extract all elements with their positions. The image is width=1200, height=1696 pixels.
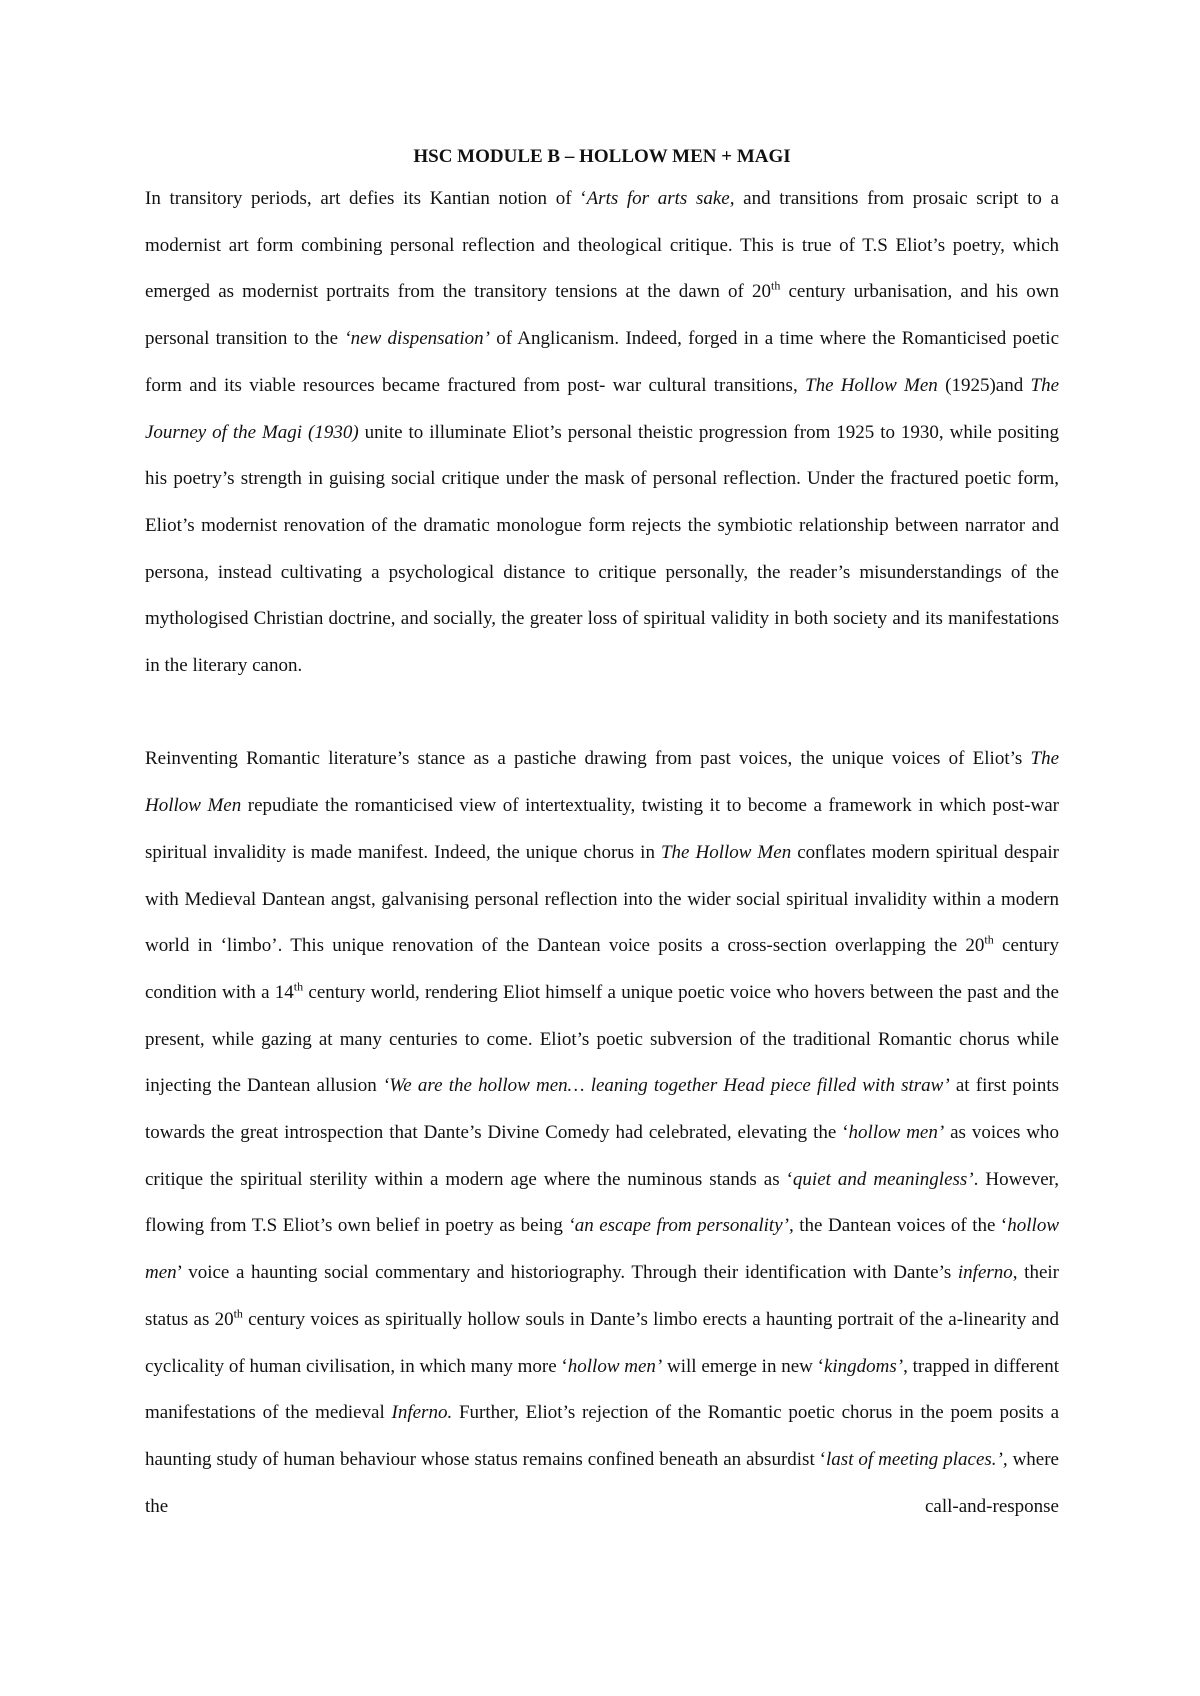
text-run: unite to illuminate Eliot’s personal theistic progression from 1925 to 1930, while positing his poetry’s strength in guising social critique under the mask of personal reflection. Under the fractured poetic form, Eliot’s modernist renovation of the dramatic monologue form rejects the symbiotic relationship between narrator and persona, instead cultivating a psychological distance to critique personally, the reader’s misunderstandings of the mythologised Christian doctrine, and socially, the greater loss of spiritual validity in both society and its manifestations in the literary canon. [145, 421, 1059, 677]
text-run: the Dantean voices of the ‘ [793, 1215, 1008, 1237]
italic-text: kingdoms’ [823, 1355, 904, 1377]
italic-text: The Hollow Men [145, 748, 1059, 817]
text-run: century world, rendering Eliot himself a unique poetic voice who hovers between the past and the present, while gazing at many centuries to come. Eliot’s poetic subversion of the traditional Romantic chorus while injecting the Dantean allusion [145, 981, 1059, 1097]
text-run: century urbanisation, and his own personal transition to the [145, 281, 1059, 350]
ordinal-suffix: th [233, 1306, 243, 1321]
italic-text: quiet and meaningless’ [792, 1168, 974, 1190]
italic-text: ‘new dispensation’ [344, 328, 490, 350]
text-run: and transitions from prosaic script to a modernist art form combining personal reflection and theological critique. This is true of T.S Eliot’s poetry, which emerged as modernist portraits from the transitory tensions at the dawn of 20 [145, 188, 1059, 303]
text-run: Further, Eliot’s rejection of the Romantic poetic chorus in the poem posits a haunting study of human behaviour whose status remains confined beneath an absurdist ‘ [145, 1402, 1059, 1470]
text-run: In transitory periods, art defies its Kantian notion of ‘ [145, 188, 587, 209]
italic-text: The Hollow Men [660, 841, 792, 863]
italic-text: Arts for arts sake, [586, 188, 735, 209]
text-run: , their status as 20 [145, 1262, 1059, 1330]
italic-text: The Journey of the Magi (1930) [145, 374, 1059, 443]
text-run: century voices as spiritually hollow souls in Dante’s limbo erects a haunting portrait of the a-linearity and cyclicality of human civilisation, in which many more ‘ [145, 1308, 1059, 1377]
paragraph-1 [145, 176, 1059, 690]
text-run: at first points towards the great introspection that Dante’s Divine Comedy had celebrated, elevating the ‘ [145, 1075, 1059, 1144]
text-run: century condition with a 14 [145, 935, 1059, 1003]
italic-text: The Hollow Men [805, 374, 938, 396]
document-body [145, 142, 1059, 1530]
text-run: where the call-and-response [145, 1448, 1059, 1517]
document-title: HSC MODULE B – HOLLOW MEN + MAGI [413, 146, 791, 167]
italic-text: ‘an escape from personality’, [568, 1215, 794, 1237]
text-run: repudiate the romanticised view of intertextuality, twisting it to become a framework in which post-war spiritual invalidity is made manifest. Indeed, the unique chorus in [145, 795, 1059, 863]
text-run: ’ voice a haunting social commentary and historiography. Through their identification with Dante’s [176, 1262, 958, 1284]
text-run: Reinventing Romantic literature’s stance as a pastiche drawing from past voices, the unique voices of Eliot’s [145, 748, 1031, 770]
italic-text: ‘We are the hollow men… leaning together Head piece filled with straw’ [382, 1075, 950, 1097]
paragraph-2 [145, 736, 1059, 1530]
text-run: conflates modern spiritual despair with Medieval Dantean angst, galvanising personal reflection into the wider social spiritual invalidity within a modern world in ‘limbo’. This unique renovation of the Dantean voice posits a cross-section overlapping the 20 [145, 841, 1059, 957]
paragraph-gap [145, 690, 1059, 737]
ordinal-suffix: th [984, 932, 994, 947]
text-run: will emerge in new ‘ [662, 1355, 824, 1377]
ordinal-suffix: th [293, 979, 304, 994]
text-run: , trapped in different manifestations of the medieval [145, 1355, 1059, 1424]
text-run: . However, flowing from T.S Eliot’s own belief in poetry as being [145, 1168, 1059, 1237]
ordinal-suffix: th [770, 279, 781, 294]
italic-text: last of meeting places.’, [826, 1448, 1008, 1470]
italic-text: Inferno. [391, 1402, 453, 1424]
text-run: of Anglicanism. Indeed, forged in a time where the Romanticised poetic form and its viable resources became fractured from post- war cultural transitions, [145, 328, 1059, 396]
italic-text: hollow men’ [848, 1122, 945, 1144]
italic-text: inferno [957, 1262, 1013, 1284]
italic-text: hollow men’ [567, 1355, 663, 1377]
italic-text: hollow men [145, 1215, 1059, 1284]
text-run: (1925)and [937, 374, 1031, 396]
text-run: as voices who critique the spiritual sterility within a modern age where the numinous stands as ‘ [145, 1122, 1059, 1190]
